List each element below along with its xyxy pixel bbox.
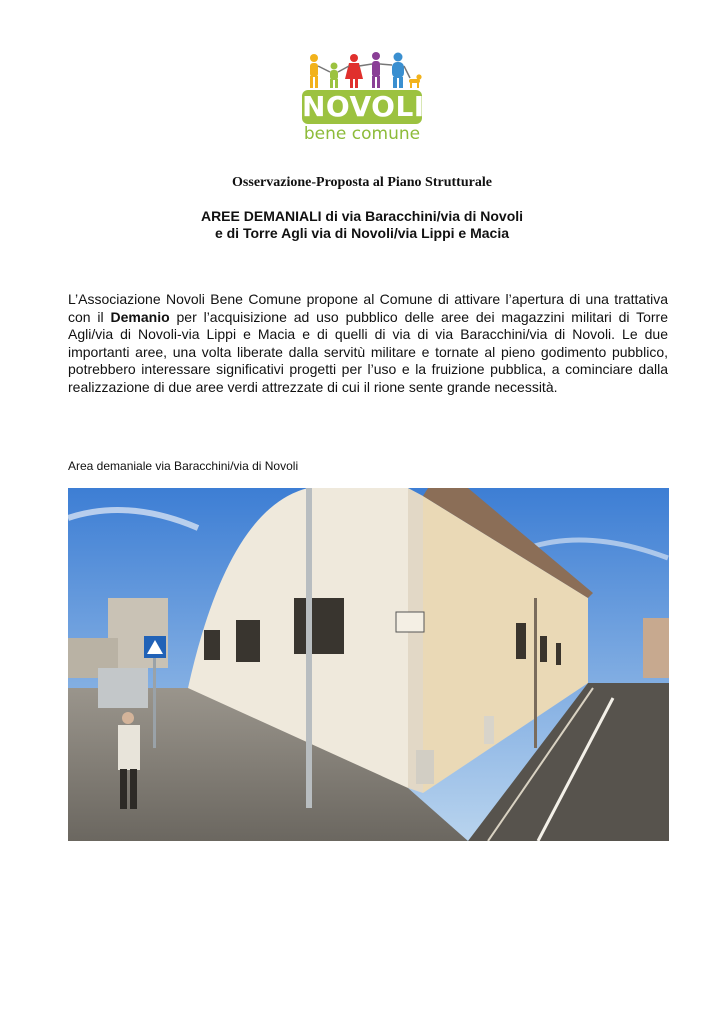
- novoli-bene-comune-logo: [296, 52, 428, 144]
- figure-caption: Area demaniale via Baracchini/via di Novoli: [68, 459, 299, 473]
- body-paragraph: [68, 291, 668, 396]
- document-title: [0, 208, 724, 242]
- body-text-before: L’Associazione Novoli Bene Comune propone al Comune di attivare l’apertura di una trattativa con il: [68, 291, 668, 325]
- logo-name: NOVOLI: [302, 90, 425, 123]
- logo-tagline: bene comune: [303, 124, 421, 144]
- title-line-2: e di Torre Agli via di Novoli/via Lippi e Macia: [214, 225, 510, 241]
- document-subtitle: Osservazione-Proposta al Piano Strutturale: [232, 175, 492, 190]
- logo-name-box: [302, 90, 425, 124]
- people-figures-icon: [300, 52, 424, 90]
- body-text-after: per l’acquisizione ad uso pubblico delle aree dei magazzini militari di Torre Agli/via di Novoli-via Lippi e Macia e di quelli di via di via Baracchini/via di Novoli. Le due importanti aree, una volta liberate dalla servitù militare e tornate al pieno godimento pubblico, potrebbero interessare significativi progetti per l’uso e la fruizione pubblica, a cominciare dalla realizzazione di due aree verdi attrezzate di cui il rione sente grande necessità.: [68, 308, 669, 395]
- body-emphasis: Demanio: [110, 308, 170, 325]
- street-photo: [68, 488, 669, 841]
- title-line-1: AREE DEMANIALI di via Baracchini/via di Novoli: [200, 208, 524, 224]
